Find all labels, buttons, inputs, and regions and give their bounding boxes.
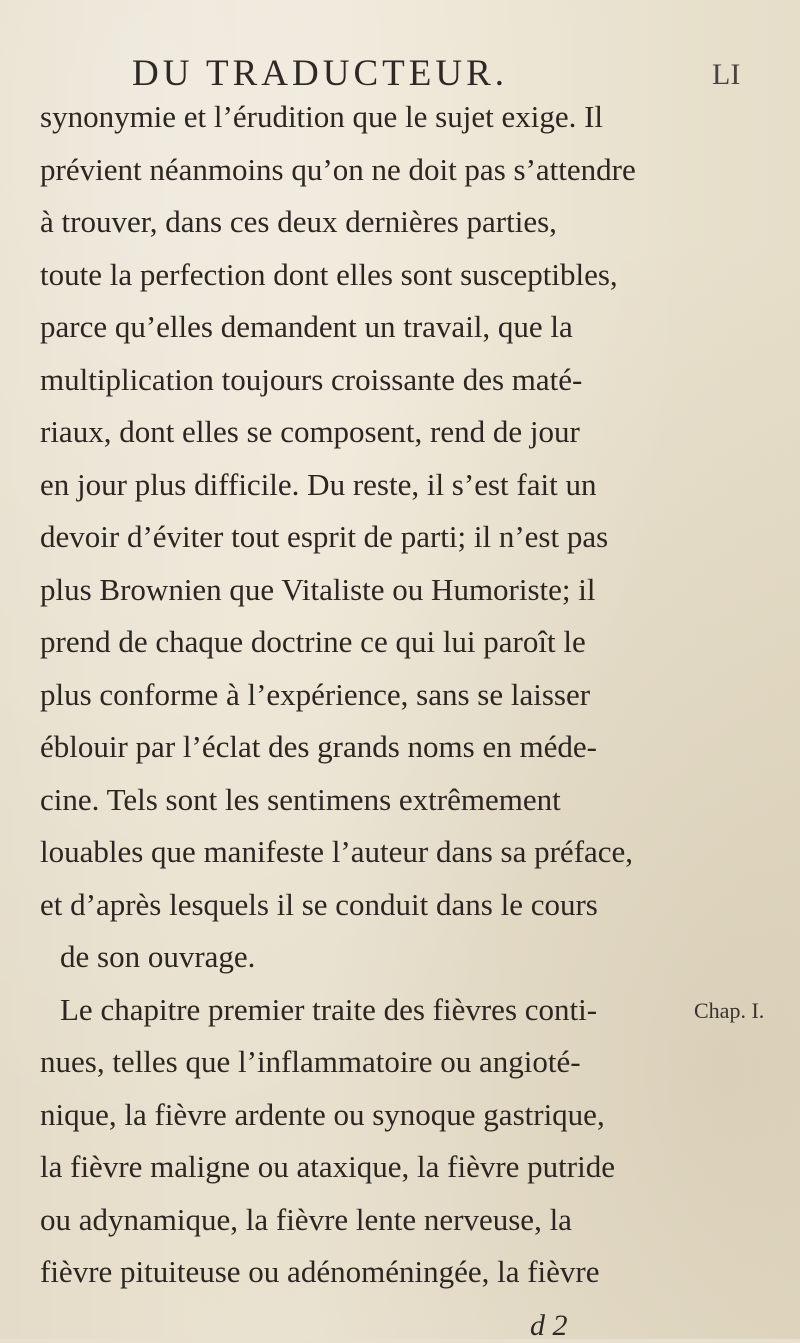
margin-note: Chap. I.	[694, 997, 765, 1023]
text-line: nues, telles que l’inflammatoire ou angioté-	[40, 1044, 581, 1079]
text-line: en jour plus difficile. Du reste, il s’est fait un	[40, 466, 597, 502]
text-line: toute la perfection dont elles sont susceptibles,	[40, 256, 618, 292]
text-line: éblouir par l’éclat des grands noms en méde-	[40, 729, 597, 764]
text-line: fièvre pituiteuse ou adénoméningée, la fièvre	[40, 1254, 600, 1289]
paragraph-start-line: Le chapitre premier traite des fièvres conti-	[60, 991, 598, 1027]
page-number: LI	[712, 58, 741, 91]
text-line: plus Brownien que Vitaliste ou Humoriste; il	[40, 571, 596, 607]
text-line: multiplication toujours croissante des maté-	[40, 361, 583, 397]
text-line: la fièvre maligne ou ataxique, la fièvre putride	[40, 1149, 615, 1184]
text-line: synonymie et l’érudition que le sujet exige. Il	[40, 99, 604, 134]
text-line: cine. Tels sont les sentimens extrêmement	[40, 781, 561, 817]
text-line: ou adynamique, la fièvre lente nerveuse, la	[40, 1201, 572, 1237]
running-head: DU TRADUCTEUR.	[132, 53, 508, 94]
text-line: à trouver, dans ces deux dernières parties,	[40, 204, 557, 239]
text-line: prévient néanmoins qu’on ne doit pas s’attendre	[40, 151, 636, 187]
text-line: devoir d’éviter tout esprit de parti; il n’est pas	[40, 519, 609, 554]
text-line: et d’après lesquels il se conduit dans le cours	[40, 886, 598, 922]
text-line: riaux, dont elles se composent, rend de jour	[40, 414, 580, 449]
text-line: prend de chaque doctrine ce qui lui paroît le	[40, 624, 586, 659]
text-line: parce qu’elles demandent un travail, que la	[40, 309, 573, 344]
text-line: nique, la fièvre ardente ou synoque gastrique,	[40, 1096, 605, 1132]
text-line: plus conforme à l’expérience, sans se laisser	[40, 676, 591, 712]
text-line: de son ouvrage.	[60, 939, 256, 974]
signature-mark: d 2	[530, 1308, 568, 1342]
text-line: louables que manifeste l’auteur dans sa préface,	[40, 834, 634, 869]
